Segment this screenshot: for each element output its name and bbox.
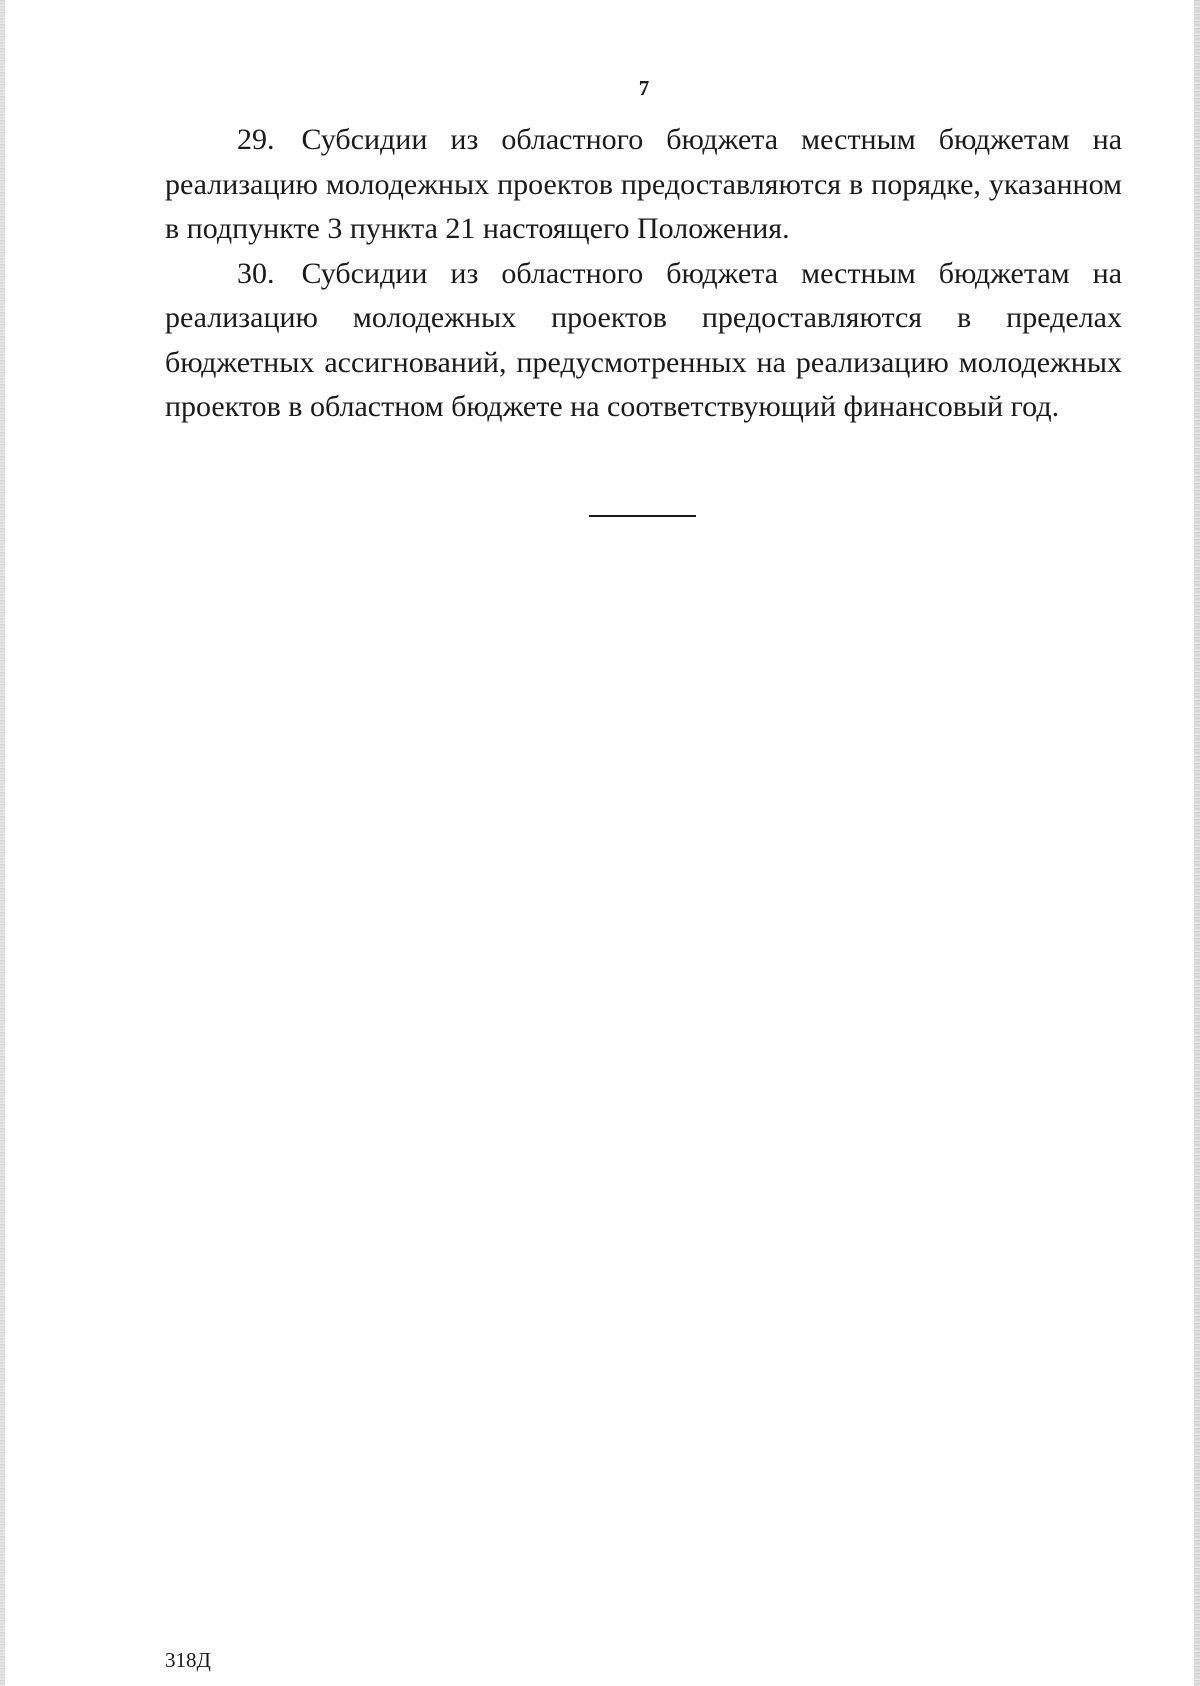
paragraph-number: 29. xyxy=(237,123,275,156)
scan-edge-right xyxy=(1194,0,1200,1686)
paragraph-29 xyxy=(165,118,1122,252)
page-number: 7 xyxy=(638,76,650,100)
paragraph-text: Субсидии из областного бюджета местным бюджетам на реализацию молодежных проектов предоставляются в пределах бюджетных ассигнований, предусмотренных на реализацию молодежных проектов в областном бюджете на соответствующий финансовый год. xyxy=(165,256,1123,423)
paragraph-number: 30. xyxy=(237,256,275,290)
document-code: 318Д xyxy=(165,1648,211,1672)
document-body xyxy=(165,118,1122,430)
scan-edge-left xyxy=(0,0,5,1686)
paragraph-30 xyxy=(165,252,1122,430)
paragraph-text: Субсидии из областного бюджета местным бюджетам на реализацию молодежных проектов предоставляются в порядке, указанном в подпункте 3 пункта 21 настоящего Положения. xyxy=(165,123,1123,245)
closing-divider xyxy=(589,515,696,517)
